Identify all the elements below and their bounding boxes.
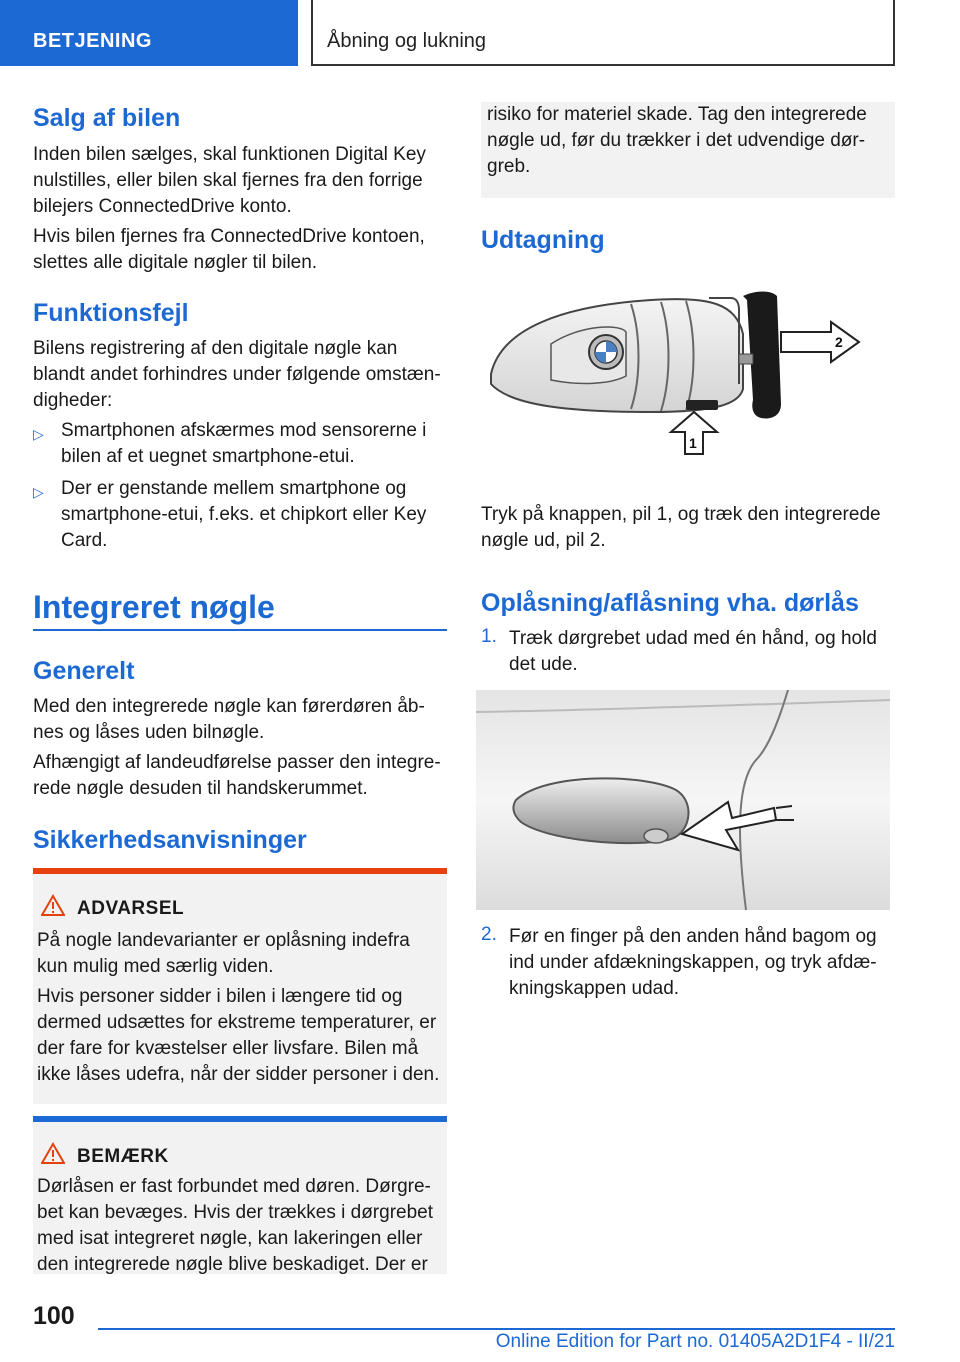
note-label: BEMÆRK bbox=[77, 1146, 169, 1167]
step-number: 1. bbox=[481, 626, 497, 647]
warning-box bbox=[33, 868, 447, 1104]
note-box bbox=[33, 1116, 447, 1274]
footer-rule bbox=[98, 1328, 895, 1330]
removal-paragraph: Tryk på knappen, pil 1, og træk den integrerede nøgle ud, pil 2. bbox=[481, 504, 881, 551]
heading-safety: Sikkerhedsanvisninger bbox=[33, 826, 307, 854]
general-paragraph-2: Afhængigt af landeudførelse passer den integre-rede nøgle desuden til handskerummet. bbox=[33, 752, 441, 799]
heading-sale: Salg af bilen bbox=[33, 104, 181, 132]
step-text-1: Træk dørgrebet udad med én hånd, og hold det ude. bbox=[509, 628, 877, 675]
bullet-marker: ▷ bbox=[33, 426, 44, 442]
arrow-2-label: 2 bbox=[835, 334, 843, 350]
sale-paragraph-2: Hvis bilen fjernes fra ConnectedDrive kontoen, slettes alle digitale nøgler til bilen. bbox=[33, 226, 425, 273]
warning-paragraph-1: På nogle landevarianter er oplåsning indefra kun mulig med særlig viden. bbox=[37, 930, 410, 977]
note-continued-text: risiko for materiel skade. Tag den integrerede nøgle ud, før du trækker i det udvendige dør-greb. bbox=[487, 104, 867, 177]
step-text-2: Før en finger på den anden hånd bagom og ind under afdækningskappen, og tryk afdæ-kningskappen udad. bbox=[509, 926, 877, 999]
note-paragraph-1: Dørlåsen er fast forbundet med døren. Dørgre-bet kan bevæges. Hvis der trækkes i dørgrebet med isat integreret nøgle, kan lakeringen eller den integrerede nøgle blive beskadiget. Der er bbox=[37, 1176, 434, 1275]
header-section-tab bbox=[0, 0, 298, 66]
key-removal-illustration bbox=[481, 284, 895, 474]
page-number: 100 bbox=[33, 1302, 75, 1330]
door-handle-illustration bbox=[476, 690, 890, 910]
sale-paragraph-1: Inden bilen sælges, skal funktionen Digital Key nulstilles, eller bilen skal fjernes fra den forrige bilejers ConnectedDrive konto. bbox=[33, 144, 426, 217]
warning-bar bbox=[33, 868, 447, 874]
note-box-continued bbox=[481, 102, 895, 198]
heading-rule bbox=[33, 629, 447, 631]
step-number: 2. bbox=[481, 924, 497, 945]
heading-integrated-key: Integreret nøgle bbox=[33, 589, 275, 625]
heading-fault: Funktionsfejl bbox=[33, 299, 189, 327]
caution-triangle-icon bbox=[41, 1142, 65, 1164]
bullet-marker: ▷ bbox=[33, 484, 44, 500]
heading-removal: Udtagning bbox=[481, 226, 605, 254]
header-chapter-tab bbox=[311, 0, 895, 66]
fault-bullet-1: Smartphonen afskærmes mod sensorerne i bilen af et uegnet smartphone-etui. bbox=[61, 420, 427, 467]
heading-general: Generelt bbox=[33, 657, 135, 685]
general-paragraph-1: Med den integrerede nøgle kan førerdøren åb-nes og låses uden bilnøgle. bbox=[33, 696, 425, 743]
header-section-label: BETJENING bbox=[33, 30, 152, 52]
warning-paragraph-2: Hvis personer sidder i bilen i længere tid og dermed udsættes for ekstreme temperaturer, er der fare for kvæstelser eller livsfare. Bilen må ikke låses udefra, når der sidder personer i den. bbox=[37, 986, 440, 1085]
warning-triangle-icon bbox=[41, 894, 65, 916]
header-chapter-label: Åbning og lukning bbox=[327, 30, 487, 52]
fault-paragraph-1: Bilens registrering af den digitale nøgle kan blandt andet forhindres under følgende omstæn-digheder: bbox=[33, 338, 441, 411]
heading-door-lock: Oplåsning/aflåsning vha. dørlås bbox=[481, 589, 859, 617]
footer-edition: Online Edition for Part no. 01405A2D1F4 - II/21 bbox=[495, 1331, 895, 1352]
warning-label: ADVARSEL bbox=[77, 898, 185, 919]
fault-bullet-2: Der er genstande mellem smartphone og smartphone-etui, f.eks. et chipkort eller Key Card. bbox=[61, 478, 427, 551]
note-bar bbox=[33, 1116, 447, 1122]
arrow-1-label: 1 bbox=[689, 435, 697, 451]
